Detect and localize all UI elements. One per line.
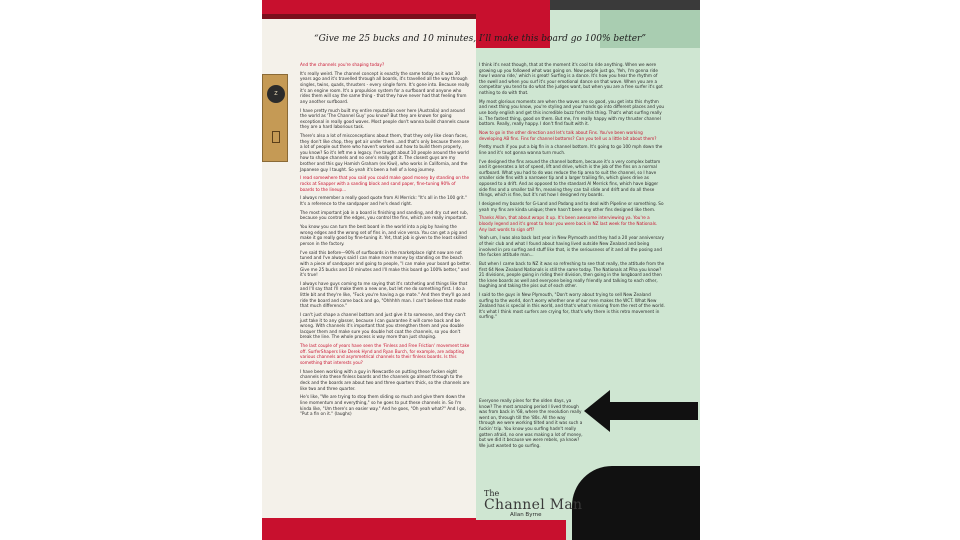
interview-question: Now to go in the other direction and let's talk about Fins. You've been working developing AB fins. Fins for channel bottoms? Can you tell us a little bit about them? bbox=[479, 129, 657, 141]
interview-answer: I have pretty much built my entire reputation over here (Australia) and around the world as 'The Channel Guy' you know? But they are known for going exceptional in really good waves. Most people don't wanna build channels cause they are a hard laborious task. bbox=[300, 107, 470, 130]
left-arrow-icon bbox=[584, 390, 698, 432]
interview-answer: There's also a lot of misconceptions about them, that they only like clean faces, they don't like chop, they get air under them...and that's only because there are a lot of people out there who haven't worked out how to build them properly, you know? So it's left me a legacy. I've taught about 10 people around the world how to shape channels and no one's really got it. The closest guys are my brother and this guy Hamish Graham (ex Kiwi), who works in California, and the Japanese guy I taught. So yeah it's been a hell of a long journey. bbox=[300, 133, 469, 172]
interview-answer: I have been working with a guy in Newcastle on putting these fucken eight channels into these finless boards and the channels go almost through to the deck and the boards are about two and three quarters thick, so the channels are like two and three quarter. bbox=[300, 368, 470, 391]
interview-answer: Yeah um, I was also back last year in New Plymouth and they had a 20 year anniversary of their club and what I found about having lived outside New Zealand and being involved in pro surfing and stuff like that, is the seriousness of it and all the posing and the fucken attitude man... bbox=[479, 235, 665, 258]
red-band-top-left bbox=[262, 0, 476, 14]
interview-answer: He's like, "We are trying to stop them sliding so much and give them down the line momentum and everything," so he goes to put these channels in. So I'm kinda like, "Um there's an easier way." And he goes, "Oh yeah what?" And I go, "Put a fin on it." (laughs) bbox=[300, 394, 466, 417]
tag-mark-icon bbox=[272, 131, 280, 143]
interview-answer: I think it's neat though, that at the moment it's cool to ride anything. When we were growing up you followed what was going on. Now people just go, 'Yeh, I'm gonna ride how I wanna ride,' which is great! Surfing is a dance. It's how you hear the rhythm of the swell and when you surf it's your emotional dance on that wave. When you are a competitor you tend to do what the judges want, but when you are a free surfer it's got nothing to do with that. bbox=[479, 62, 663, 95]
tag-logo-icon: Z bbox=[267, 85, 285, 103]
closing-paragraph: Everyone really pines for the olden days, ya know? The most amazing period I lived through was from back in '68, where the revolution really went on, through till the '80s. All the way through we were working tilted and it was such a fuckin' trip. You know you surfing hadn't really gotten afraid, no one was making a lot of money, but we did it because we were rebels, ya know? We just wanted to go surfing. bbox=[479, 398, 583, 448]
interview-answer: I always have guys coming to me saying that it's ratcheting and things like that and I'll say that I'll make them a new one, but let me do something first. I do a little bit and they're like, "Fuck you're having a go mate." And then they'll go and ride the board and come back and go, "Ohhhhh man. I can't believe that made that much difference." bbox=[300, 280, 471, 309]
left-text-column bbox=[300, 62, 471, 502]
interview-answer: It's really weird. The channel concept is exactly the same today as it was 30 years ago and it's travelled through all boards, it's travelled all the way through singles, twins, quads, thrusters - every single form. It's gone into. Because really it's an engine room. It's a propulsion system for a surfboard and anyone who rides them will say the same thing - that they have never had that feeling from any another surfboard. bbox=[300, 70, 470, 104]
dark-band-left bbox=[262, 14, 476, 19]
red-band-bottom-right bbox=[476, 520, 566, 540]
interview-answer: I can't just shape a channel bottom and just give it to someone, and they can't just take it to any glasser, because I can guarantee it will come back and be wrong. With channels it's important that you strengthen them and you double lacquer them and make sure you double hot coat the channels, so you don't break the line. The whole process is way more than just shaping. bbox=[300, 312, 466, 340]
interview-question: The last couple of years have seen the 'Finless and Free Friction' movement take off. SurferShapers like Derek Hynd and Ryan Burch, for example, are adapting various channels and asymmetrical channels to their finless boards. Is this something that interests you? bbox=[300, 343, 470, 365]
article-title-block bbox=[484, 490, 584, 518]
article-title-prefix: The bbox=[484, 489, 500, 498]
interview-answer: I've said this before—90% of surfboards in the marketplace right now are not tuned and I've always said I can make more money by standing on the beach with a piece of sandpaper and going to people, "I can make your board go better. Give me 25 bucks and 10 minutes and I'll make this board go 100% better," and it's true! bbox=[300, 249, 471, 278]
dark-band-top-right bbox=[550, 0, 700, 10]
interview-question: I read somewhere that you said you could make good money by standing on the rocks at Snapper with a sanding block and sand paper, fine-tuning 90% of boards to the lineup... bbox=[300, 175, 470, 192]
article-title: Channel Man bbox=[484, 497, 583, 513]
black-corner-block bbox=[572, 466, 700, 540]
interview-question: Thanks Allan, that about wraps it up. It's been awesome interviewing ya. You're a bloody legend and it's great to hear you were back in NZ last week for the Nationals. Any last words to sign off? bbox=[479, 215, 658, 232]
cardboard-tag bbox=[262, 74, 288, 162]
interview-answer: I always remember a really good quote from Al Merrick: "It's all in the 100 grit." It's a reference to the sandpaper and he's dead right. bbox=[300, 195, 467, 206]
article-author: Allan Byrne bbox=[510, 512, 542, 518]
pull-quote-headline: “Give me 25 bucks and 10 minutes, I’ll make this board go 100% better” bbox=[314, 34, 646, 44]
interview-answer: I said to the guys in New Plymouth, "Don't worry about trying to sell New Zealand surfing to the world, don't worry whether one of our men makes the WCT. What New Zealand has is special in this world, and that's what's missing from the rest of the world. It's what I think most surfers are crying for, that's why there is this retro movement in surfing." bbox=[479, 292, 665, 320]
interview-answer: But when I came back to NZ it was so refreshing to see that really, the attitude from the first 64 New Zealand Nationals is still the same today. The Nationals at Piha you know? 21 divisions, people going in riding their division, then going in the longboard and then the knee boards as well and everyone being really friendly and talking to each other, laughing and taking the piss out of each other. bbox=[479, 260, 665, 289]
interview-answer: I've designed the fins around the channel bottom, because it's a very complex bottom and it generates a lot of speed, lift and drive, which is the job of the fins on a normal surfboard. What you had to do was reduce the tip area to suit the channel, so I have smaller side fins with a narrower tip and a larger trailing fin, which gives drive as opposed to a drift. And as opposed to the standard Al Merrick fins, which have bigger side fins and a smaller tail fin, meaning they can tail slide and drift and do all these things, which is fine, but it's not how I designed my boards. bbox=[479, 158, 661, 198]
interview-answer: Pretty much if you put a big fin in a channel bottom. It's going to go 100 mph down the line and it's not gonna wanna turn much. bbox=[479, 144, 663, 155]
interview-answer: I designed my boards for G-Land and Padang and to deal with Pipeline or something. So yeah my fins are kinda unique; there hasn't been any other fins designed like them. bbox=[479, 201, 664, 212]
interview-answer: The most important job in a board is finishing and sanding, and dry cut wet rub, because you control the edges, you control the fins, which are really important. bbox=[300, 209, 468, 221]
interview-question: And the channels you're shaping today? bbox=[300, 62, 385, 67]
red-band-bottom-left bbox=[262, 518, 476, 540]
interview-answer: You know you can turn the best board in the world into a pig by having the wrong edges and the wrong set of fins in, and vice versa. You can get a pig and make it go really good by fine-tuning it. Yet, that job is given to the least skilled person in the factory. bbox=[300, 224, 467, 246]
interview-answer: My most glorious moments are when the waves are so good, you get into this rhythm and next thing you know, you're styling and your hands go into different places and you use body english and get this incredible buzz from this thing. That's what surfing really is. The fastest thing, good on them. But me, I'm really happy with my thruster channel bottom. Really, really happy. I don't find fault with it. bbox=[479, 98, 665, 127]
